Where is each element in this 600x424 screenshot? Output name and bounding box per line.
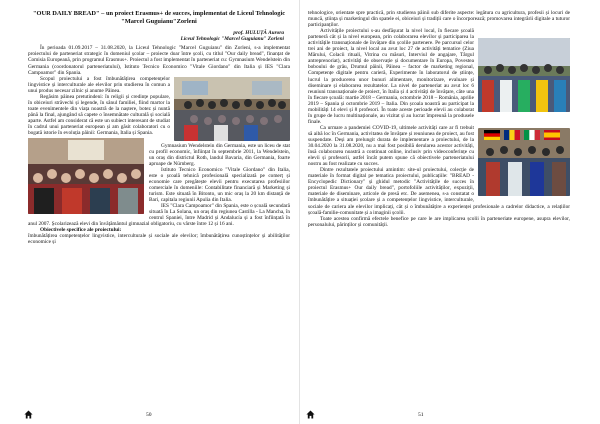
paragraph-objectives-cont: tehnologice, orientate spre practică, prin studierea pâinii sub diferite aspecte: legătura cu agricultura, profesii și locuri de muncă, știința și marketingul din spatele ei, obiceiuri și tradiții care o încorporează; promovarea integrării digitale a tuturor participanților. xyxy=(308,10,570,29)
page-number-left: 50 xyxy=(146,412,152,418)
page-51 xyxy=(300,0,600,424)
author-name: prof. HULUȚĂ Aurora xyxy=(233,30,284,37)
home-icon xyxy=(24,410,33,419)
photo-presentation xyxy=(28,138,144,214)
objectives-heading: Obiectivele specifice ale proiectului: xyxy=(40,227,122,234)
home-icon xyxy=(306,410,315,419)
photo-flags-meeting xyxy=(478,128,570,196)
paragraph-intro: În perioada 01.09.2017 – 31.08.2020, la Liceul Tehnologic "Marcel Guguianu" din Zorleni, s-a implementat proiectului de parteneriat strategic în domeniul școlar – proiecte doar între școli, cu titlul "Our daily bread", finanțat de Comisia Europeană, prin programul Erasmus+. Proiectul a fost implementat în parteneriat cu: Gymnasium Wendelstein din Germania (coordonatorul parteneriatului), Istituto Tecnico Economico "Vitale Giordano" din Italia și IES "Clara Campoamor" din Spania. xyxy=(28,45,290,76)
paragraph-conclusion: Toate acestea confirmă efectele benefice pe care le are implicarea școlii în parteneriate europene, asupra elevilor, personalului, părinților și comunității. xyxy=(308,215,570,228)
paragraph-activities: Activitățile proiectului s-au desfășurat la nivel local, în fiecare școală parteneră cât și la nivel european, prin colaborarea elevilor și participarea la activitățile transnaționale de învățare din școlile partenere. Pe parcursul celor trei ani de proiect, la nivel local au avut loc 27 de activități tematice (Ziua Mărului, Colacii rituali, Vitrina cu măsuri, Interviul de angajare, Târgul antreprenoriat), activități de observație și documentare în Europa, Povestea boboului de grâu, Drumul pâinii, Pâinea – factor de marketing regional, Competențe digitale pentru carieră, Experimente în laboratorul de științe, lucrul la producerea unor bunuri alimentare, monitorizare, evaluare și diseminare și elaborarea rezultatelor. La nivel de parteneriat au avut loc 6 reuniuni transnaționale de proiect, în Italia și 4 activități de învățare, câte una în fiecare școală: martie 2018 – Germania, octombrie 2018 – România, aprilie 2019 – Spania și octombrie 2019 – Italia. Din școala noastră au participat la mobilități 14 elevi și 8 profesori. În toate aceste perioade elevii au colaborat în grupe de lucru multinaționale, au vizitat și au lucrat împreună la produsele finale. xyxy=(308,28,474,125)
paragraph-germany: Gymnasium Wendelstein din Germania, este un liceu de stat cu profil economic, înființat în septembrie 2011, la Wendelstein, un oraș din districtul Roth, landul Bavaria, din Germania, foarte aproape de Nürnberg. xyxy=(149,142,290,167)
paragraph-italy: Istituto Tecnico Economico "Vitale Giordano" din Italia, este o școală tehnică profesională specializată pe comerț și economie care pregătește elevii pentru executarea profesiilor comerciale în domeniile: Contabilitate financiară și Marketing și turism. Este situată în Bitonto, un mic oraș la 20 km distanță de Bari, capitala regiunii Apulia din Italia. xyxy=(149,166,290,204)
paragraph-pandemic: Ca urmare a pandemiei COVID-19, ultimele activități care ar fi trebuit să aibă loc în Germania, activitatea de învățare și reuniunea de proiect, au fost suspendate. Deși am prelungit durata de implementare a proiectului, de la 30.04.2020 la 31.08.2020, nu a mai fost posibilă derularea acestor activități, însă colaborarea noastră a continuat online, inclusiv prin videoconferințe cu elevii și profesorii, astfel încât putem spune că obiectivele parteneriatului nostru au fost realizate cu succes. xyxy=(308,124,474,168)
photo-students-exhibit xyxy=(478,38,570,112)
article-title: "OUR DAILY BREAD" – un proiect Erasmus+ de succes, implementat de Liceul Tehnologic "Marcel Guguianu"Zorleni xyxy=(32,10,286,25)
paragraph-scope: Scopul proiectului a fost îmbunătățirea competențelor lingvistice și interculturale ale elevilor prin studierea în comun a unui produs necesar zilnic și anume Pâinea. xyxy=(28,75,170,94)
author-affiliation: Liceul Tehnologic "Marcel Guguianu" Zorleni xyxy=(180,36,284,43)
paragraph-objectives: îmbunătățirea competențelor lingvistice, interculturale și sociale ale elevilor; îmbunătățirea cunoștințelor și abilităților economice și xyxy=(28,233,290,246)
group-photo-classroom xyxy=(174,77,290,141)
paragraph-bread: Regăsim pâinea pretutindeni: în religii și credințe populare, în obiceiuri străvechi și legende, în sânul familiei, fiind martor la toate evenimentele din viața noastră de la naștere, botez și nuntă până la final, ajungând să capete o însemnătate culturală și socială aparte. Astfel am considerat că este un subiect interesant de studiat în cadrul unui parteneriat european și am găsit colaboratori cu o bogată istorie în evoluția pâinii: Germania, Italia și Spania. xyxy=(28,93,170,137)
page-number-right: 51 xyxy=(418,412,424,418)
paragraph-results: Dintre rezultatele proiectului amintim: site-ul proiectului, colecție de materiale în format digital pe tematica proiectului, publicațiile: "BREAD - Encyclopedic Dictionary" și ghidul metodic "Activitățile de succes în proiectul Erasmus+ Our daily bread", portofoliile activităților, expoziții, materiale de diseminare, articole de presă etc. De asemenea, s-a constatat o îmbunătățire a situației școlare și a competențelor lingvistice, interculturale, sociale de cariera ale elevilor implicați, cât și o îmbunătățire a experienței profesionale a cadrelor didactice, a relațiilor școală-familie-comunitate și a imaginii școlii. xyxy=(308,167,570,216)
paragraph-spain: IES "Clara Campoamor" din Spania, este o școală secundară situată în La Solana, un oraș din regiunea Castilla - La Mancha, în centrul Spaniei, între Madrid și Andalucía și a fost înființată în anul 2007. Școlarizează elevi din învățământul gimnazial obligatoriu, cu vârste între 12 și 16 ani. xyxy=(28,203,290,228)
